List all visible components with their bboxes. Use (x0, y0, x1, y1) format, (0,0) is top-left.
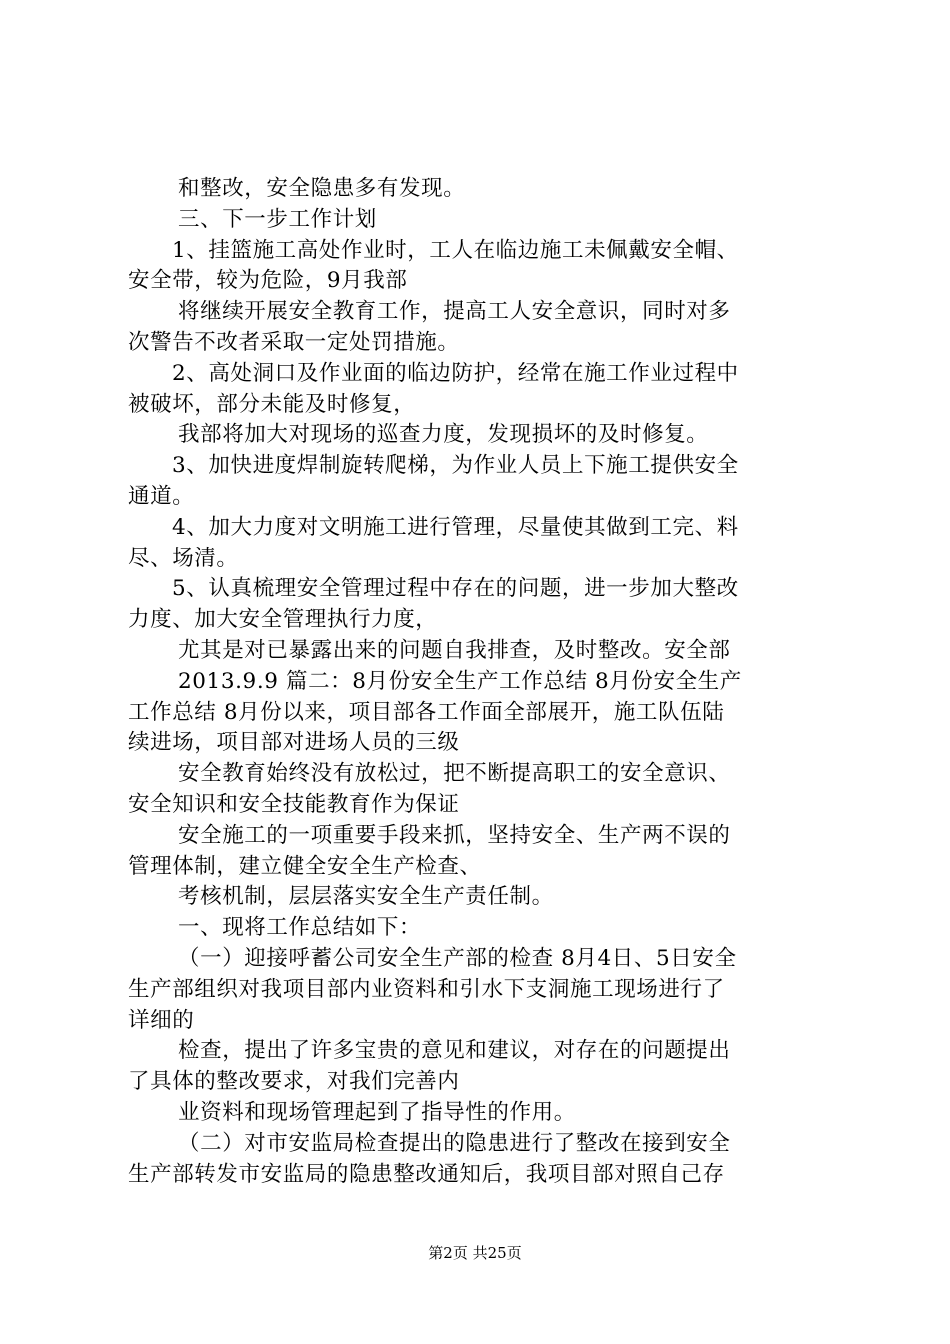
text-line: 安全知识和安全技能教育作为保证 (128, 791, 460, 817)
text-line: 次警告不改者采取一定处罚措施。 (128, 329, 460, 355)
text-line: 和整改，安全隐患多有发现。 (178, 176, 466, 201)
text-line: 2013.9.9 篇二：8月份安全生产工作总结 8月份安全生产 (178, 668, 742, 694)
text-line: 将继续开展安全教育工作，提高工人安全意识，同时对多 (178, 299, 731, 325)
text-line: 生产部组织对我项目部内业资料和引水下支洞施工现场进行了 (128, 976, 725, 1002)
text-line: 尤其是对已暴露出来的问题自我排查，及时整改。安全部 (178, 637, 731, 663)
text-line: 5、认真梳理安全管理过程中存在的问题，进一步加大整改 (172, 576, 739, 602)
text-line: 续进场，项目部对进场人员的三级 (128, 730, 460, 756)
section-heading: 三、下一步工作计划 (178, 206, 377, 232)
text-line: 3、加快进度焊制旋转爬梯，为作业人员上下施工提供安全 (172, 453, 739, 479)
text-line: 尽、场清。 (128, 545, 239, 571)
page-number-footer: 第2页 共25页 (428, 1244, 522, 1262)
text-line: 被破坏，部分未能及时修复， (128, 391, 416, 417)
text-line: 安全带，较为危险，9月我部 (128, 268, 408, 294)
text-line: （一）迎接呼蓄公司安全生产部的检查 8月4日、5日安全 (178, 945, 737, 971)
text-line: 业资料和现场管理起到了指导性的作用。 (178, 1099, 576, 1125)
text-line: 详细的 (128, 1007, 195, 1033)
text-line: 生产部转发市安监局的隐患整改通知后，我项目部对照自己存 (128, 1161, 725, 1187)
text-line: 管理体制，建立健全安全生产检查、 (128, 853, 482, 879)
text-line: 安全施工的一项重要手段来抓，坚持安全、生产两不误的 (178, 822, 731, 848)
text-line: 1、挂篮施工高处作业时，工人在临边施工未佩戴安全帽、 (172, 237, 739, 263)
text-line: 4、加大力度对文明施工进行管理，尽量使其做到工完、料 (172, 514, 739, 540)
text-line: 检查，提出了许多宝贵的意见和建议，对存在的问题提出 (178, 1038, 731, 1064)
document-body (128, 174, 828, 1190)
text-line: 通道。 (128, 483, 195, 509)
section-heading: 一、现将工作总结如下： (178, 915, 422, 941)
text-line: 力度、加大安全管理执行力度， (128, 607, 438, 633)
text-line: 我部将加大对现场的巡查力度，发现损坏的及时修复。 (178, 422, 709, 448)
text-line: 考核机制，层层落实安全生产责任制。 (178, 884, 554, 910)
text-line: 工作总结 8月份以来，项目部各工作面全部展开，施工队伍陆 (128, 699, 725, 725)
text-line: 安全教育始终没有放松过，把不断提高职工的安全意识、 (178, 761, 731, 787)
text-line: （二）对市安监局检查提出的隐患进行了整改在接到安全 (178, 1130, 731, 1156)
text-line: 了具体的整改要求，对我们完善内 (128, 1069, 460, 1095)
text-line: 2、高处洞口及作业面的临边防护，经常在施工作业过程中 (172, 360, 739, 386)
